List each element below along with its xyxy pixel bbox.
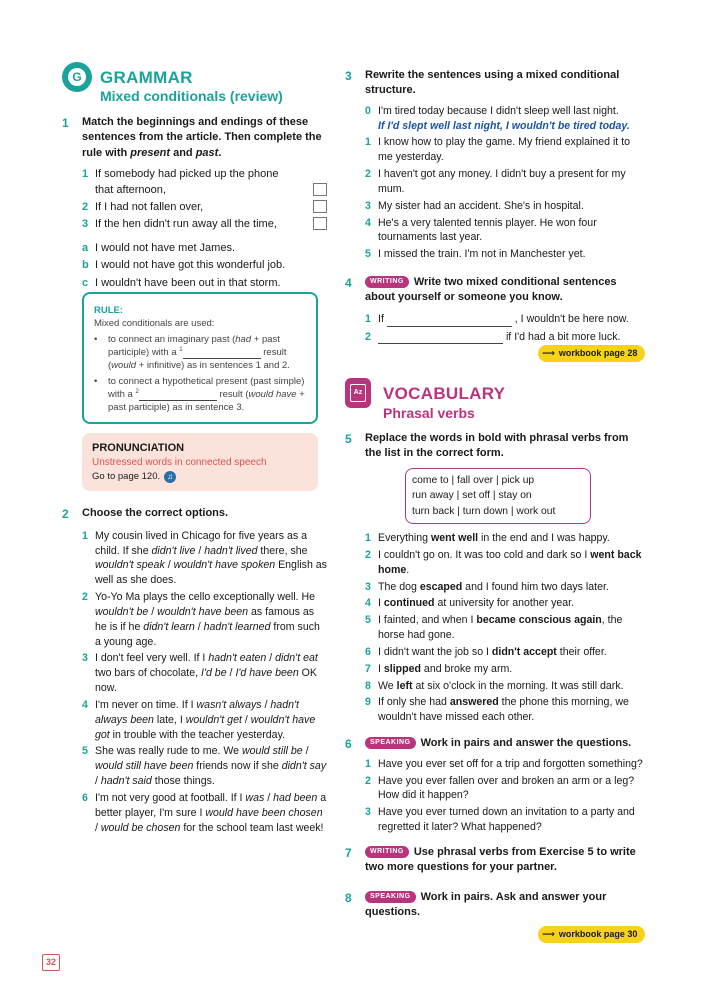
match-end-c: c I wouldn't have been out in that storm. — [82, 276, 281, 289]
ex5-item-7: 7 I slipped and broke my arm. — [365, 662, 513, 675]
exercise-5: 5 Replace the words in bold with phrasal verbs from the list in the correct form. come to | fall over | pick up run away | set off | stay on turn back | turn down | work out 1 Everything went well in the end and I was happy. 2 I couldn't go on. It was too cold and dark so I went back home. 3 The dog escaped and I found him two days later. 4 I continued at university for another year. 5 I fainted, and when I became conscious again, the horse had gone. 6 I didn't want the job so I didn't accept their offer. 7 I slipped and broke my arm. 8 We left at six o'clock in the morning. It was still dark. 9 If only she had answered the phone this morning, we wouldn't have missed each other. — [345, 431, 650, 727]
ex5-item-1: 1 Everything went well in the end and I was happy. — [365, 532, 610, 545]
exercise-7: 7 WRITING Use phrasal verbs from Exercise 5 to write two more questions for your partner. — [345, 846, 636, 874]
answer-box-3[interactable] — [313, 217, 327, 230]
match-end-a: a I would not have met James. — [82, 241, 236, 254]
pronunciation-link[interactable]: Go to page 120. — [92, 471, 161, 483]
headphones-icon[interactable]: ♫ — [164, 471, 176, 483]
answer-box-2[interactable] — [313, 200, 327, 213]
section-title-vocabulary: VOCABULARY — [383, 384, 506, 403]
ex5-item-6: 6 I didn't want the job so I didn't accept their offer. — [365, 645, 607, 658]
match-start-2: 2 If I had not fallen over, — [82, 200, 327, 215]
exercise-3: 3 Rewrite the sentences using a mixed conditional structure. 0 I'm tired today because I didn't sleep well last night. If I'd slept well last night, I wouldn't be tired today. 1 I know how to play the game. My friend explained it to me yesterday. 2 I haven't got any money. I didn't buy a present for my mum. 3 My sister had an accident. She's in hospital. 4 He's a very talented tennis player. He won four tournaments last year. 5 I missed the train. I'm not in Manchester yet. — [345, 69, 631, 261]
speaking-tag: SPEAKING — [365, 891, 416, 903]
match-start-3: 3 If the hen didn't run away all the time, — [82, 217, 327, 232]
workbook-link-28[interactable]: ⟶ workbook page 28 — [538, 345, 645, 362]
ex2-item-1: 1 My cousin lived in Chicago for five years as a child. If she didn't live / hadn't lived there, she wouldn't speak / wouldn't have spoken English as well as she does. — [82, 529, 327, 587]
arrow-right-icon: ⟶ — [542, 348, 555, 358]
match-end-b: b I would not have got this wonderful job. — [82, 259, 286, 272]
ex5-item-8: 8 We left at six o'clock in the morning. It was still dark. — [365, 679, 624, 692]
ex2-item-3: 3 I don't feel very well. If I hadn't eaten / didn't eat two bars of chocolate, I'd be / I'd have been OK now. — [82, 652, 318, 695]
ex2-item-5: 5 She was really rude to me. We would still be / would still have been friends now if she didn't say / hadn't said those things. — [82, 745, 327, 788]
writing-line-1[interactable] — [387, 312, 512, 327]
page-number: 32 — [42, 954, 60, 971]
rule-box: RULE: Mixed conditionals are used: • to connect an imaginary past (had + past participle) with a $^1$ result (would + infinitive) as in sentences 1 and 2. • to connect a hypothetical present (past simple) with a $^2$ result (would have + past participle) as in sentence 3. — [82, 292, 318, 424]
arrow-right-icon: ⟶ — [542, 929, 555, 939]
ex5-item-3: 3 The dog escaped and I found him two days later. — [365, 580, 609, 593]
writing-line-2[interactable] — [378, 330, 503, 345]
section-title-grammar: GRAMMAR — [100, 68, 193, 87]
grammar-icon: G — [62, 62, 92, 92]
ex5-item-9: 9 If only she had answered the phone this morning, we wouldn't have missed each other. — [365, 696, 629, 724]
match-start-1: 1 If somebody had picked up the phone that afternoon, — [82, 167, 327, 198]
writing-tag: WRITING — [365, 276, 409, 288]
ex2-item-6: 6 I'm not very good at football. If I was / had been a better player, I'm sure I would have been chosen / would be chosen for the school team last week! — [82, 791, 327, 834]
ex5-item-2: 2 I couldn't go on. It was too cold and dark so I went back home. — [365, 548, 642, 576]
dictionary-icon: Az — [345, 378, 371, 408]
speaking-tag: SPEAKING — [365, 737, 416, 749]
exercise-4: 4 WRITING Write two mixed conditional sentences about yourself or someone you know. 1 If , I wouldn't be here now. 2 if I'd had a bit more luck. — [345, 276, 629, 343]
word-box: come to | fall over | pick up run away | set off | stay on turn back | turn down | work out — [405, 468, 591, 524]
pronunciation-box: PRONUNCIATION Unstressed words in connected speech Go to page 120. ♫ — [82, 433, 318, 491]
section-subtitle-vocabulary: Phrasal verbs — [383, 405, 475, 421]
writing-tag: WRITING — [365, 846, 409, 858]
exercise-1: 1 Match the beginnings and endings of these sentences from the article. Then complete the rule with present and past. 1 If somebody had picked up the phone that afternoon, 2 If I had not fallen over, 3 If the hen didn't run away all the time, a I would not have met James. b I would not have got this wonderful job. c I wouldn't have been out in that storm. — [62, 115, 327, 293]
workbook-link-30[interactable]: ⟶ workbook page 30 — [538, 926, 645, 943]
answer-box-1[interactable] — [313, 183, 327, 196]
example-answer: If I'd slept well last night, I wouldn't be tired today. — [378, 119, 630, 132]
exercise-2: 2 Choose the correct options. 1 My cousin lived in Chicago for five years as a child. If she didn't live / hadn't lived there, she wouldn't speak / wouldn't have spoken English as well as she does. 2 Yo-Yo Ma plays the cello exceptionally well. He wouldn't be / wouldn't have been as famous as he is if he didn't learn / hadn't learned from such a young age. 3 I don't feel very well. If I hadn't eaten / didn't eat two bars of chocolate, I'd be / I'd have been OK now. 4 I'm never on time. If I wasn't always / hadn't always been late, I wouldn't get / wouldn't have got in trouble with the teacher yesterday. 5 She was really rude to me. We would still be / would still have been friends now if she didn't say / hadn't said those things. 6 I'm not very good at football. If I was / had been a better player, I'm sure I would have been chosen / would be chosen for the school team last week! — [62, 507, 327, 834]
ex5-item-5: 5 I fainted, and when I became conscious again, the horse had gone. — [365, 614, 623, 642]
ex2-item-4: 4 I'm never on time. If I wasn't always / hadn't always been late, I wouldn't get / wouldn't have got in trouble with the teacher yesterday. — [82, 698, 316, 741]
ex5-item-4: 4 I continued at university for another year. — [365, 597, 575, 610]
section-subtitle-grammar: Mixed conditionals (review) — [100, 88, 283, 104]
exercise-6: 6 SPEAKING Work in pairs and answer the questions. 1 Have you ever set off for a trip and forgotten something? 2 Have you ever fallen over and broken an arm or a leg? How did it happen? 3 Have you ever turned down an invitation to a party and regretted it later? What happened? — [345, 737, 643, 834]
ex2-item-2: 2 Yo-Yo Ma plays the cello exceptionally well. He wouldn't be / wouldn't have been as famous as he is if he didn't learn / hadn't learned from such a young age. — [82, 591, 320, 648]
exercise-8: 8 SPEAKING Work in pairs. Ask and answer your questions. — [345, 891, 607, 919]
